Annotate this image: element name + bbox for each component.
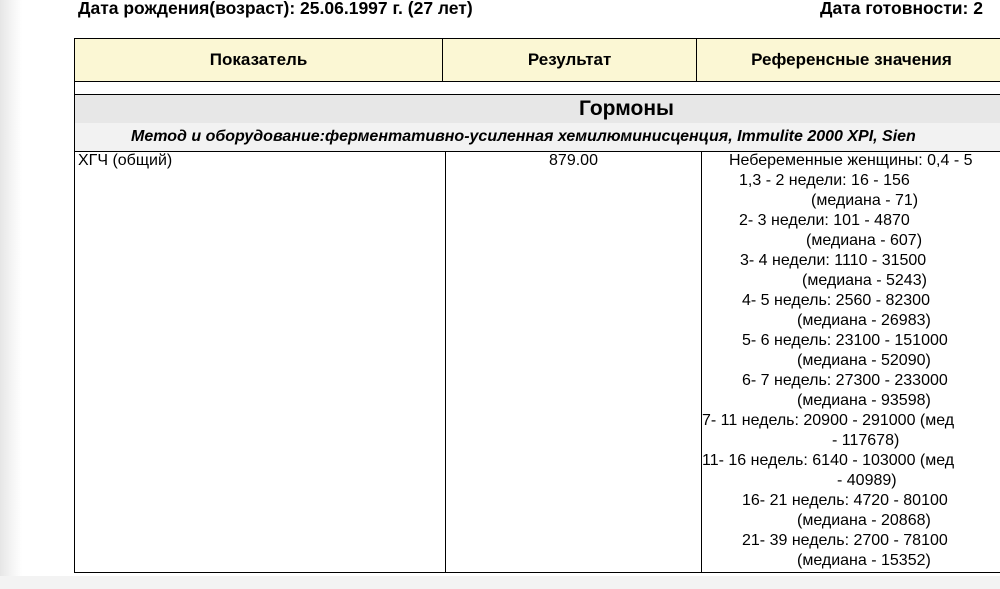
reference-line: 11- 16 недель: 6140 - 103000 (мед (702, 452, 955, 469)
reference-line: (медиана - 93598) (797, 392, 931, 409)
reference-line: 3- 4 недели: 1110 - 31500 (740, 252, 927, 269)
reference-line: - 117678) (832, 432, 900, 449)
indicator-cell: ХГЧ (общий) (75, 151, 446, 572)
birth-date-age: Дата рождения(возраст): 25.06.1997 г. (27 лет) (78, 0, 473, 18)
reference-line: 6- 7 недель: 27300 - 233000 (742, 372, 948, 389)
table-spacer-row (74, 81, 1000, 95)
method-row (74, 123, 1000, 152)
reference-line: Небеременные женщины: 0,4 - 5 (729, 152, 973, 169)
reference-line: 2- 3 недели: 101 - 4870 (739, 212, 910, 229)
page-bottom-margin (0, 576, 1000, 589)
reference-line: (медиана - 607) (806, 232, 923, 249)
reference-line: - 40989) (837, 472, 897, 489)
reference-line: 7- 11 недель: 20900 - 291000 (мед (702, 412, 955, 429)
reference-cell (702, 151, 1000, 572)
method-text: Метод и оборудование:ферментативно-усиленная хемилюминисценция, Immulite 2000 XPI, Sien (131, 128, 916, 145)
ready-date: Дата готовности: 2 (820, 0, 983, 18)
section-header (74, 95, 1000, 123)
lab-report-sheet (22, 0, 1000, 576)
reference-line: 5- 6 недель: 23100 - 151000 (742, 332, 948, 349)
reference-line: (медиана - 71) (811, 192, 919, 209)
reference-line: 16- 21 недель: 4720 - 80100 (742, 492, 948, 509)
reference-line: (медиана - 5243) (802, 272, 927, 289)
header-result: Результат (443, 39, 697, 81)
reference-line: (медиана - 15352) (797, 552, 931, 569)
reference-line: 21- 39 недель: 2700 - 78100 (742, 532, 948, 549)
reference-line: (медиана - 26983) (797, 312, 931, 329)
table-header (74, 38, 1000, 82)
section-title: Гормоны (579, 97, 674, 120)
table-row (74, 151, 1000, 573)
result-cell: 879.00 (446, 151, 702, 572)
reference-line: (медиана - 52090) (797, 352, 931, 369)
header-reference: Референсные значения (751, 50, 952, 69)
reference-line: 1,3 - 2 недели: 16 - 156 (739, 172, 910, 189)
reference-line: (медиана - 20868) (797, 512, 931, 529)
header-indicator: Показатель (75, 39, 443, 81)
reference-line: 4- 5 недель: 2560 - 82300 (742, 292, 930, 309)
page-margin (0, 0, 22, 589)
